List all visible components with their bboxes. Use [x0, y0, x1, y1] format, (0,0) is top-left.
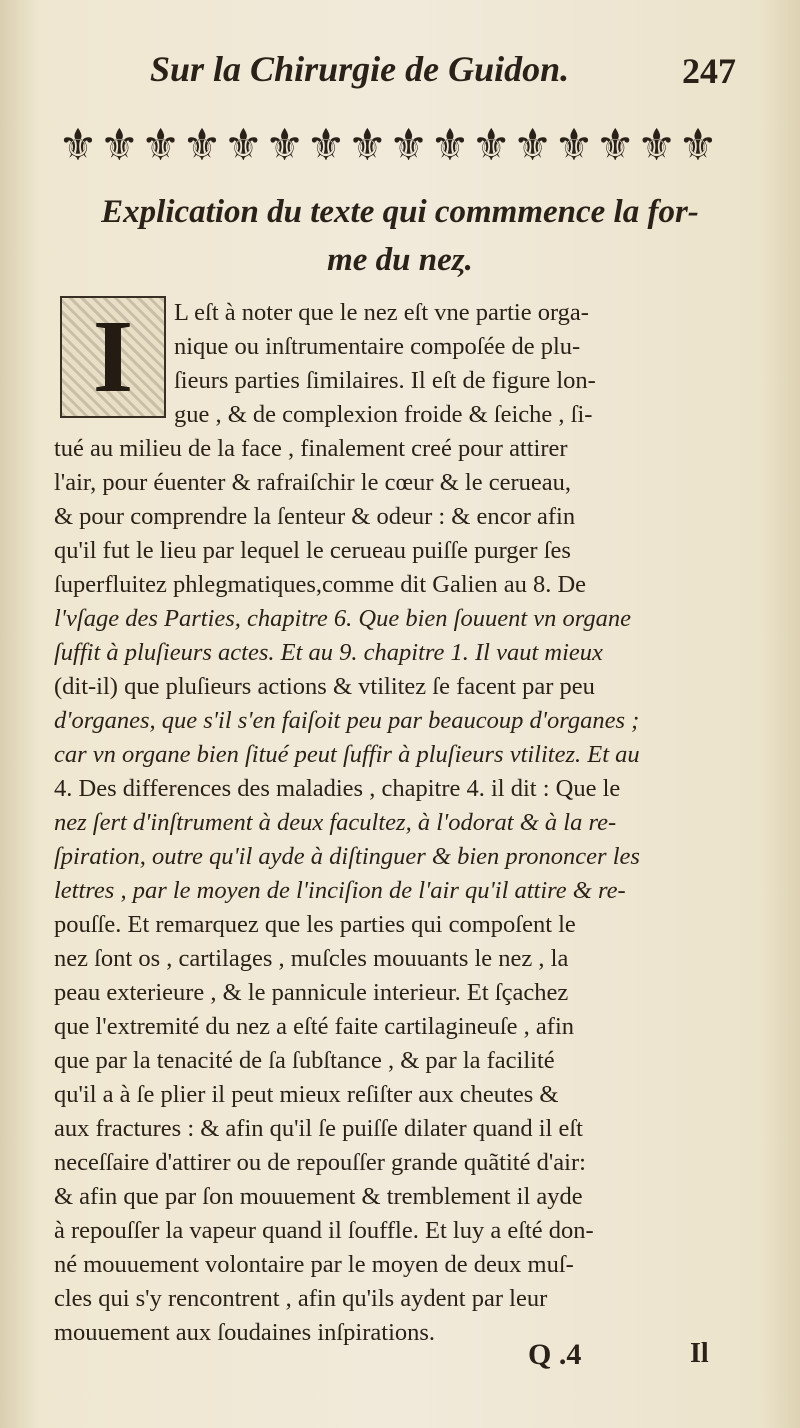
text-line: mouuement aux ſoudaines inſpirations. — [54, 1319, 436, 1346]
text-line: 4. Des differences des maladies , chapitre 4. il dit : Que le — [54, 775, 621, 802]
fleuron-icon: ⚜ — [471, 120, 511, 170]
text-line: l'air, pour éuenter & rafraiſchir le cœur & le cerueau, — [54, 469, 571, 496]
text-line: à repouſſer la vapeur quand il ſouffle. Et luy a eſté don- — [54, 1217, 594, 1244]
fleuron-icon: ⚜ — [140, 120, 181, 170]
fleuron-icon: ⚜ — [264, 120, 305, 170]
text-line: gue , & de complexion froide & ſeiche , ſi- — [174, 401, 593, 428]
text-line: & afin que par ſon mouuement & tremblement il ayde — [54, 1183, 583, 1210]
section-heading-line-2: me du neȥ. — [327, 242, 473, 278]
text-line: nique ou inſtrumentaire compoſée de plu- — [174, 333, 581, 360]
page-number: 247 — [682, 51, 736, 91]
text-line: tué au milieu de la face , finalement creé pour attirer — [54, 435, 568, 462]
text-line: nez ſont os , cartilages , muſcles mouuants le nez , la — [54, 945, 569, 972]
text-line: ſpiration, outre qu'il ayde à diſtinguer & bien prononcer les — [54, 843, 640, 870]
text-line: nez ſert d'inſtrument à deux facultez, à l'odorat & à la re- — [54, 809, 617, 836]
fleuron-ornament-band — [58, 118, 718, 172]
text-line: que par la tenacité de ſa ſubſtance , & par la facilité — [54, 1047, 555, 1074]
fleuron-icon: ⚜ — [99, 120, 140, 170]
text-line: pouſſe. Et remarquez que les parties qui compoſent le — [54, 911, 576, 938]
text-line: que l'extremité du nez a eſté faite cartilagineuſe , afin — [54, 1013, 575, 1040]
fleuron-icon: ⚜ — [182, 120, 222, 170]
signature-mark: Q .4 — [528, 1338, 582, 1371]
text-line: cles qui s'y rencontrent , afin qu'ils aydent par leur — [54, 1285, 548, 1312]
text-line: peau exterieure , & le pannicule interieur. Et ſçachez — [54, 979, 569, 1006]
text-line: (dit-il) que pluſieurs actions & vtilitez ſe facent par peu — [54, 673, 595, 700]
fleuron-icon: ⚜ — [306, 120, 346, 170]
page-header — [150, 48, 740, 96]
running-title: Sur la Chirurgie de Guidon. — [150, 49, 570, 89]
fleuron-icon: ⚜ — [595, 120, 635, 170]
text-line: aux fractures : & afin qu'il ſe puiſſe dilater quand il eſt — [54, 1115, 583, 1142]
text-line: L eſt à noter que le nez eſt vne partie orga- — [174, 299, 589, 326]
text-line: neceſſaire d'attirer ou de repouſſer grande quãtité d'air: — [54, 1149, 586, 1176]
fleuron-icon: ⚜ — [636, 120, 677, 170]
section-heading-line-1: Explication du texte qui commmence la for- — [101, 194, 699, 230]
text-line: ſieurs parties ſimilaires. Il eſt de figure lon- — [174, 367, 596, 394]
catchword: Il — [690, 1338, 709, 1369]
fleuron-icon: ⚜ — [58, 120, 98, 170]
text-line: d'organes, que s'il s'en faiſoit peu par beaucoup d'organes ; — [54, 707, 640, 734]
text-line: ſuperfluitez phlegmatiques,comme dit Galien au 8. De — [54, 571, 587, 598]
fleuron-icon: ⚜ — [223, 120, 264, 170]
initial-letter: I — [92, 299, 134, 414]
body-text — [54, 296, 720, 1350]
section-heading — [60, 188, 740, 284]
text-line: & pour comprendre la ſenteur & odeur : & encor afin — [54, 503, 576, 530]
fleuron-icon: ⚜ — [430, 120, 470, 170]
text-line: qu'il a à ſe plier il peut mieux reſiſter aux cheutes & — [54, 1081, 559, 1108]
fleuron-icon: ⚜ — [388, 120, 429, 170]
fleuron-icon: ⚜ — [512, 120, 553, 170]
text-line: qu'il fut le lieu par lequel le cerueau puiſſe purger ſes — [54, 537, 571, 564]
text-line: ſuffit à pluſieurs actes. Et au 9. chapitre 1. Il vaut mieux — [54, 639, 603, 666]
text-line: né mouuement volontaire par le moyen de deux muſ- — [54, 1251, 574, 1278]
fleuron-icon: ⚜ — [678, 120, 718, 170]
fleuron-icon: ⚜ — [554, 120, 594, 170]
text-line: l'vſage des Parties, chapitre 6. Que bien ſouuent vn organe — [54, 605, 632, 632]
page-footer — [0, 1338, 800, 1378]
text-line: car vn organe bien ſitué peut ſuffir à pluſieurs vtilitez. Et au — [54, 741, 640, 768]
decorated-initial — [60, 296, 166, 418]
fleuron-icon: ⚜ — [347, 120, 388, 170]
text-line: lettres , par le moyen de l'inciſion de l'air qu'il attire & re- — [54, 877, 626, 904]
